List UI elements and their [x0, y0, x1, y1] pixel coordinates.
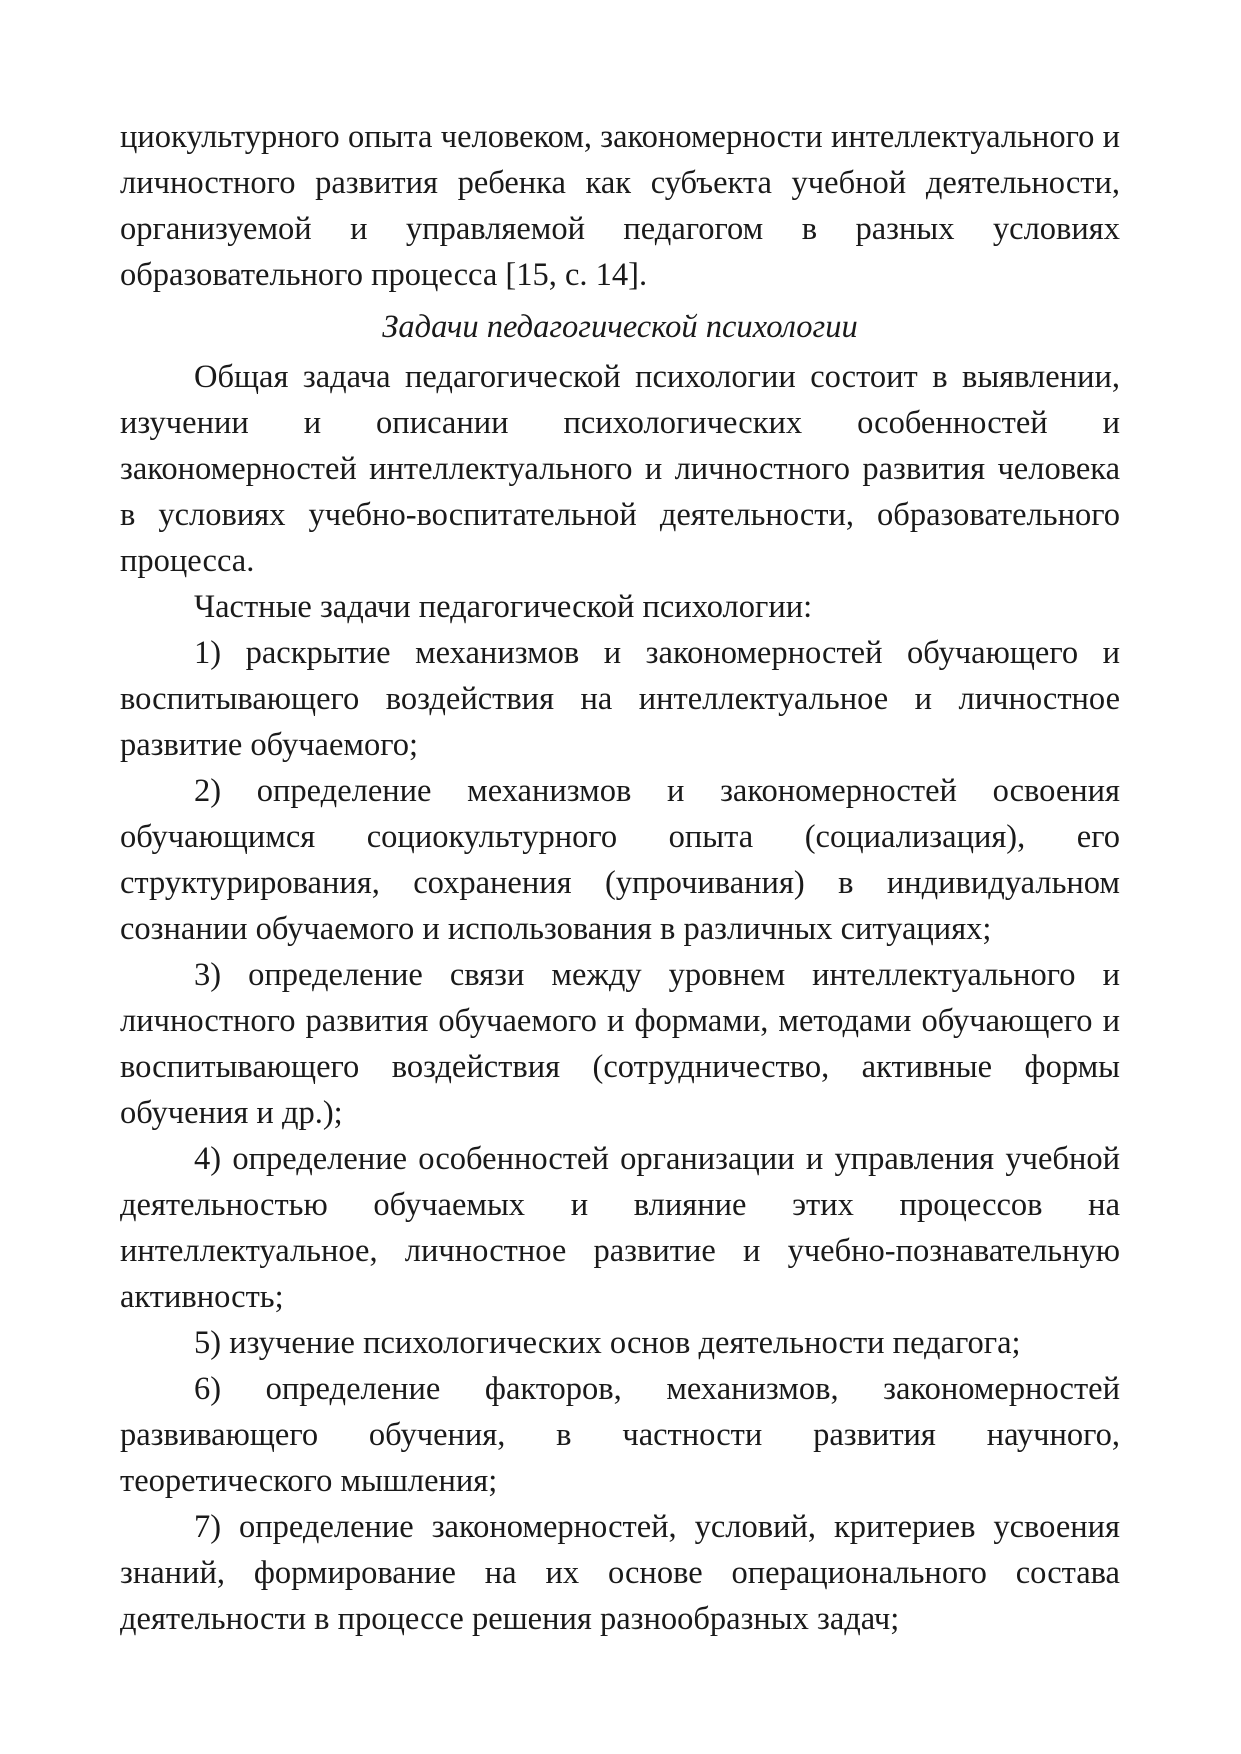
- task-item-3: 3) определение связи между уровнем интеллектуального и личностного развития обучаемого и формами, методами обучающего и воспитывающего воздействия (сотрудничество, активные формы обучения и др.);: [120, 957, 1120, 1131]
- task-item-7: 7) определение закономерностей, условий, критериев усвоения знаний, формирование на их основе операционального состава деятельности в процессе решения разнообразных задач;: [120, 1509, 1120, 1637]
- general-task-paragraph: Общая задача педагогической психологии состоит в выявлении, изучении и описании психологических особенностей и закономерностей интеллектуального и личностного развития человека в условиях учебно-воспитательной деятельности, образовательного процесса.: [120, 359, 1120, 579]
- intro-paragraph: циокультурного опыта человеком, закономерности интеллектуального и личностного развития ребенка как субъекта учебной деятельности, организуемой и управляемой педагогом в разных условиях образовательного процесса [15, с. 14].: [120, 119, 1120, 293]
- section-heading: Задачи педагогической психологии: [382, 309, 858, 345]
- document-body: [120, 114, 1120, 1642]
- task-item-4: 4) определение особенностей организации и управления учебной деятельностью обучаемых и влияние этих процессов на интеллектуальное, личностное развитие и учебно-познавательную активность;: [120, 1141, 1120, 1315]
- particular-tasks-intro: Частные задачи педагогической психологии:: [194, 589, 813, 625]
- task-item-5: 5) изучение психологических основ деятельности педагога;: [194, 1325, 1021, 1361]
- task-item-2: 2) определение механизмов и закономерностей освоения обучающимся социокультурного опыта (социализация), его структурирования, сохранения (упрочивания) в индивидуальном сознании обучаемого и использования в различных ситуациях;: [120, 773, 1120, 947]
- task-item-6: 6) определение факторов, механизмов, закономерностей развивающего обучения, в частности развития научного, теоретического мышления;: [120, 1371, 1120, 1499]
- task-item-1: 1) раскрытие механизмов и закономерностей обучающего и воспитывающего воздействия на интеллектуальное и личностное развитие обучаемого;: [120, 635, 1120, 763]
